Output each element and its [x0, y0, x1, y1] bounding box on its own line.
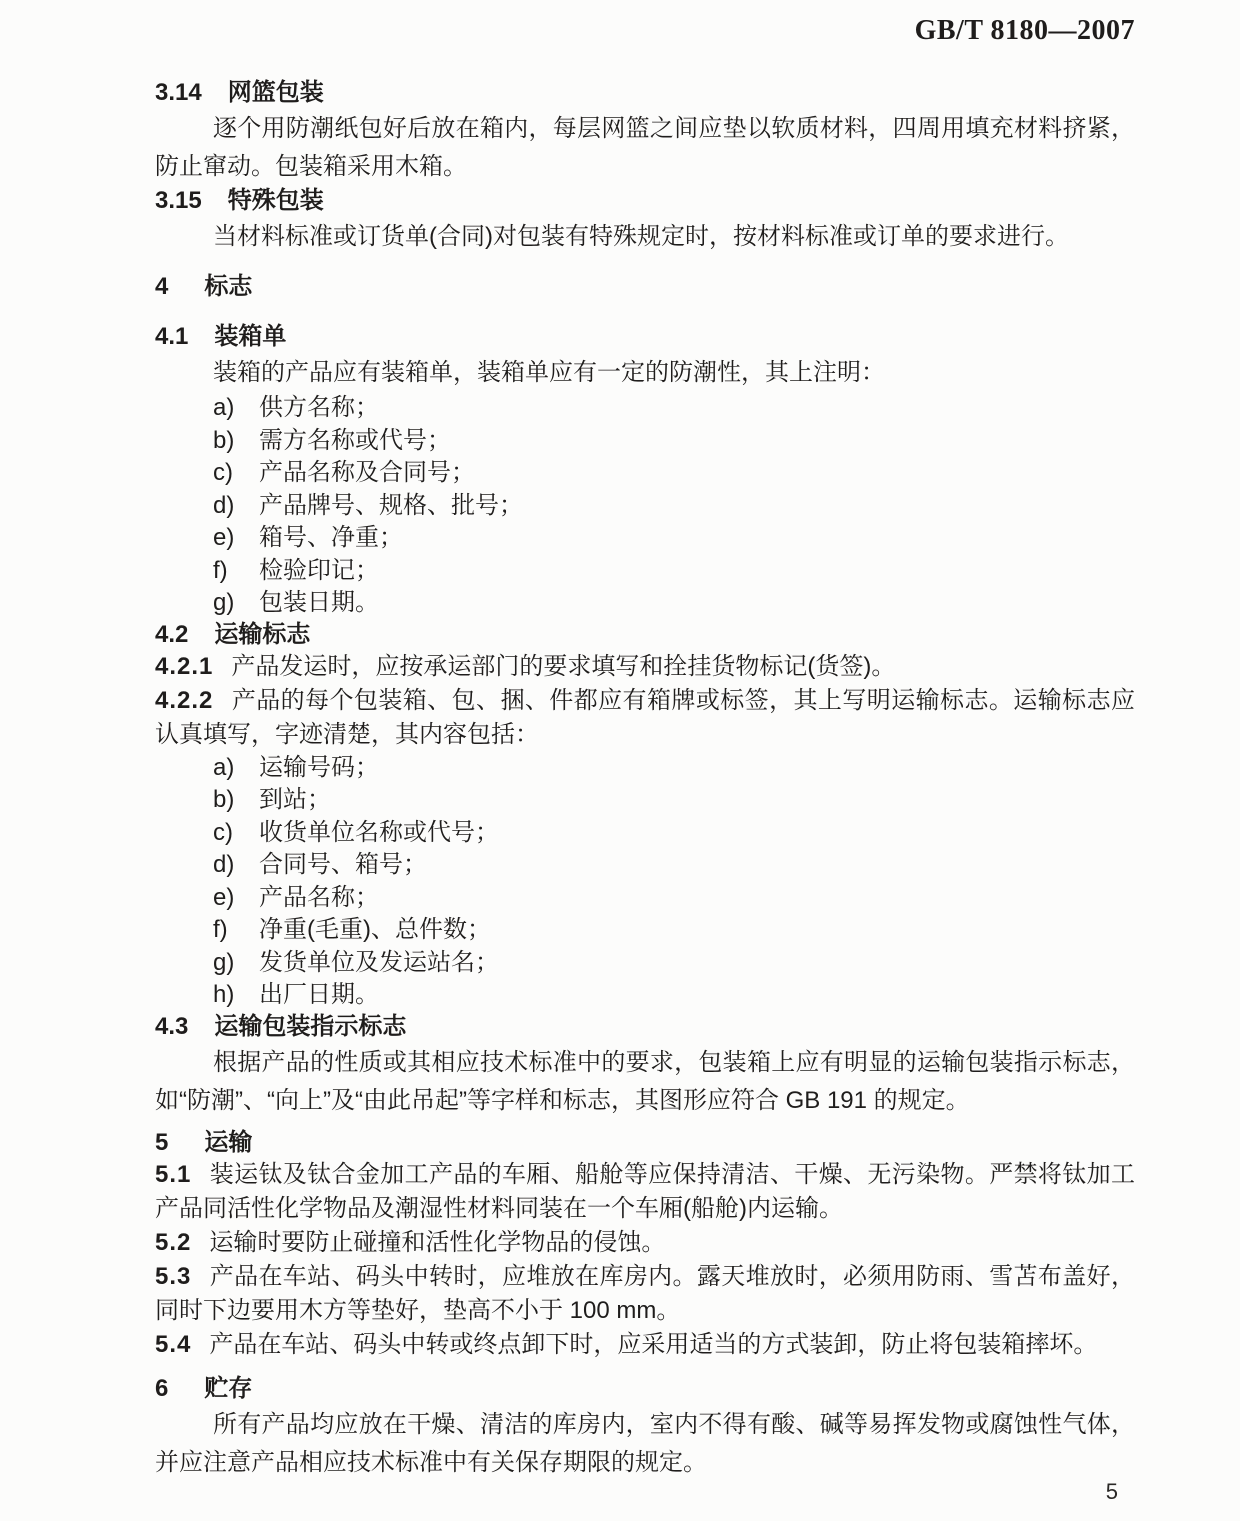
heading-number: 3.14 — [155, 79, 202, 106]
clause-number: 5.2 — [155, 1228, 192, 1256]
list-marker: c) — [213, 818, 233, 846]
list-item-text: 产品牌号、规格、批号； — [259, 491, 523, 519]
list-item — [213, 979, 1135, 1012]
clause-number: 4.2.1 — [155, 652, 214, 680]
list-marker: g) — [213, 589, 235, 616]
list-marker: f) — [213, 556, 228, 584]
list-item — [213, 522, 1135, 555]
heading-title: 特殊包装 — [227, 187, 324, 214]
heading-title: 标志 — [204, 273, 253, 300]
list-item-text: 到站； — [259, 786, 331, 813]
heading-title: 运输包装指示标志 — [214, 1012, 407, 1040]
heading-number: 5 — [155, 1128, 169, 1156]
list-item — [213, 587, 1135, 620]
heading-number: 4 — [155, 273, 169, 300]
section-heading-3-14 — [155, 78, 1135, 108]
heading-number: 3.15 — [155, 187, 202, 214]
list-marker: b) — [213, 786, 235, 813]
list-item-text: 净重(毛重)、总件数； — [259, 916, 491, 943]
list-marker: e) — [213, 883, 235, 911]
list-item — [213, 947, 1135, 980]
list-marker: h) — [213, 981, 235, 1008]
list-item — [213, 457, 1135, 490]
list-item-text: 包装日期。 — [259, 589, 379, 616]
clause-4-2-1 — [155, 650, 1135, 684]
packing-list-items — [155, 392, 1135, 620]
list-item — [213, 849, 1135, 882]
list-item — [213, 392, 1135, 425]
list-item-text: 产品名称； — [259, 883, 379, 911]
chapter-heading-5 — [155, 1128, 1135, 1158]
clause-5-2 — [155, 1226, 1135, 1260]
clause-text: 运输时要防止碰撞和活性化学物品的侵蚀。 — [209, 1228, 666, 1256]
list-marker: c) — [213, 459, 233, 486]
list-item-text: 发货单位及发运站名； — [259, 948, 499, 976]
clause-text: 产品在车站、码头中转或终点卸下时，应采用适当的方式装卸，防止将包装箱摔坏。 — [209, 1330, 1098, 1358]
section-heading-4-2 — [155, 620, 1135, 650]
list-marker: e) — [213, 524, 235, 551]
list-item — [213, 882, 1135, 915]
heading-title: 运输 — [204, 1128, 253, 1156]
heading-title: 运输标志 — [214, 620, 311, 648]
list-item — [213, 555, 1135, 588]
clause-5-3 — [155, 1260, 1135, 1328]
clause-5-1 — [155, 1158, 1135, 1226]
paragraph-6: 所有产品均应放在干燥、清洁的库房内，室内不得有酸、碱等易挥发物或腐蚀性气体，并应注意产品相应技术标准中有关保存期限的规定。 — [155, 1410, 1135, 1476]
list-item-text: 合同号、箱号； — [259, 851, 427, 878]
heading-number: 4.3 — [155, 1012, 189, 1040]
list-marker: d) — [213, 851, 235, 878]
page-number: 5 — [1105, 1479, 1118, 1504]
list-item-text: 检验印记； — [259, 556, 379, 584]
section-heading-4-1 — [155, 322, 1135, 352]
clause-text: 产品的每个包装箱、包、捆、件都应有箱牌或标签，其上写明运输标志。运输标志应认真填写，字迹清楚，其内容包括： — [155, 686, 1135, 748]
list-item — [213, 914, 1135, 947]
clause-number: 4.2.2 — [155, 686, 214, 714]
list-item-text: 运输号码； — [259, 753, 379, 781]
clause-text: 装运钛及钛合金加工产品的车厢、船舱等应保持清洁、干燥、无污染物。严禁将钛加工产品同活性化学物品及潮湿性材料同装在一个车厢(船舱)内运输。 — [155, 1160, 1135, 1222]
list-item — [213, 817, 1135, 850]
list-marker: d) — [213, 491, 235, 519]
heading-title: 装箱单 — [214, 323, 287, 350]
list-item — [213, 425, 1135, 458]
heading-title: 网篮包装 — [227, 79, 324, 106]
list-item-text: 箱号、净重； — [259, 524, 403, 551]
doc-code: GB/T 8180—2007 — [914, 15, 1135, 46]
paragraph-3-14: 逐个用防潮纸包好后放在箱内，每层网篮之间应垫以软质材料，四周用填充材料挤紧，防止窜动。包装箱采用木箱。 — [155, 115, 1135, 180]
paragraph-4-1: 装箱的产品应有装箱单，装箱单应有一定的防潮性，其上注明： — [213, 359, 885, 386]
list-marker: a) — [213, 753, 235, 781]
list-marker: b) — [213, 426, 235, 454]
list-item-text: 供方名称； — [259, 394, 379, 421]
section-heading-4-3 — [155, 1012, 1135, 1042]
transport-mark-list-items — [155, 752, 1135, 1012]
list-item-text: 需方名称或代号； — [259, 426, 451, 454]
paragraph-4-3: 根据产品的性质或其相应技术标准中的要求，包装箱上应有明显的运输包装指示标志，如“防潮”、“向上”及“由此吊起”等字样和标志，其图形应符合 GB 191 的规定。 — [155, 1048, 1135, 1114]
clause-5-4 — [155, 1328, 1135, 1362]
clause-number: 5.1 — [155, 1160, 192, 1188]
paragraph-3-15: 当材料标准或订货单(合同)对包装有特殊规定时，按材料标准或订单的要求进行。 — [213, 223, 1069, 250]
list-marker: g) — [213, 948, 235, 976]
list-item — [213, 752, 1135, 785]
heading-number: 4.1 — [155, 323, 189, 350]
chapter-heading-6 — [155, 1374, 1135, 1404]
chapter-heading-4 — [155, 272, 1135, 302]
list-marker: a) — [213, 394, 235, 421]
heading-number: 6 — [155, 1374, 169, 1402]
clause-number: 5.3 — [155, 1262, 192, 1290]
list-item — [213, 490, 1135, 523]
clause-text: 产品在车站、码头中转时，应堆放在库房内。露天堆放时，必须用防雨、雪苫布盖好，同时下边要用木方等垫好，垫高不小于 100 mm。 — [155, 1262, 1135, 1324]
list-item-text: 产品名称及合同号； — [259, 459, 475, 486]
heading-title: 贮存 — [204, 1374, 253, 1402]
list-item — [213, 784, 1135, 817]
list-item-text: 出厂日期。 — [259, 981, 379, 1008]
clause-text: 产品发运时，应按承运部门的要求填写和拴挂货物标记(货签)。 — [231, 652, 896, 680]
clause-4-2-2 — [155, 684, 1135, 752]
heading-number: 4.2 — [155, 620, 189, 648]
clause-number: 5.4 — [155, 1330, 192, 1358]
list-item-text: 收货单位名称或代号； — [259, 818, 499, 846]
section-heading-3-15 — [155, 186, 1135, 216]
list-marker: f) — [213, 916, 228, 943]
